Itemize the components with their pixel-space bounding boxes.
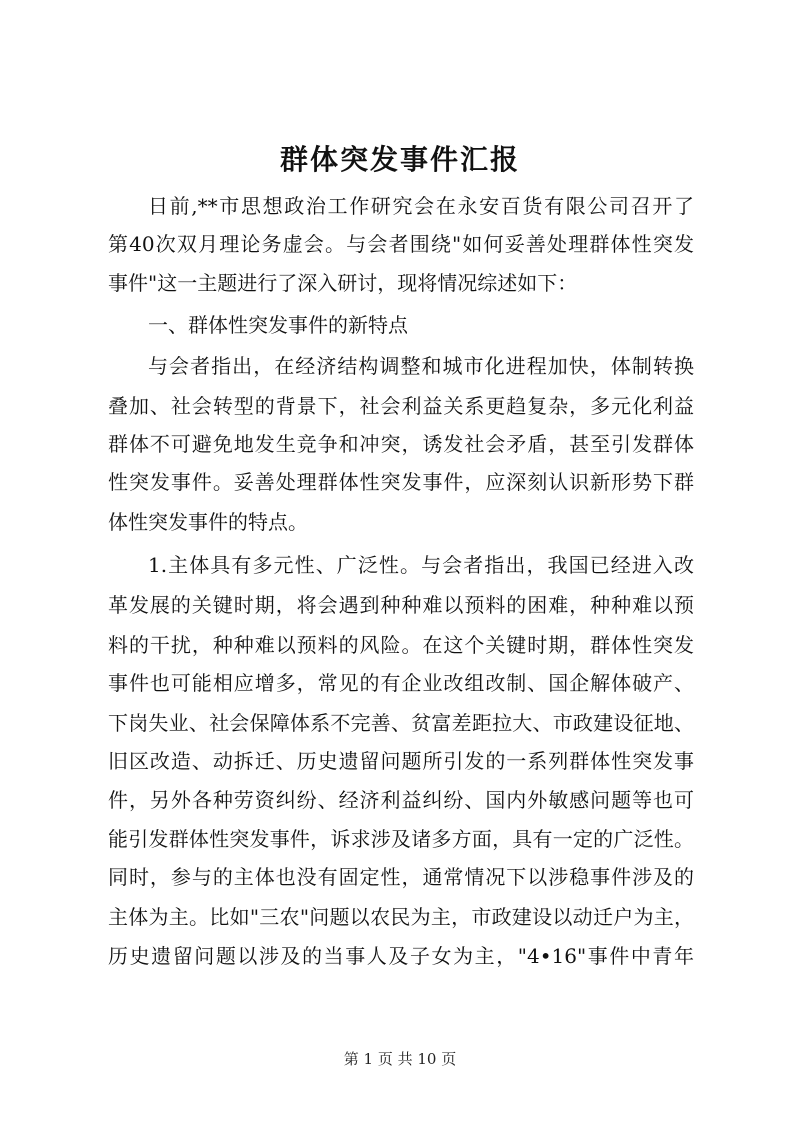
section-heading: 一、群体性突发事件的新特点: [148, 313, 408, 337]
text-line: 旧区改造、动拆迁、历史遗留问题所引发的一系列群体性突发事: [108, 749, 694, 773]
text-line: 主体为主。比如"三农"问题以农民为主，市政建设以动迁户为主，: [108, 905, 694, 929]
text-line: 革发展的关键时期，将会遇到种种难以预料的困难，种种难以预: [108, 593, 694, 617]
text-line: 第40次双月理论务虚会。与会者围绕"如何妥善处理群体性突发: [108, 232, 694, 256]
text-line: 件，另外各种劳资纠纷、经济利益纠纷、国内外敏感问题等也可: [108, 788, 694, 812]
text-line: 1.主体具有多元性、广泛性。与会者指出，我国已经进入改: [148, 553, 694, 577]
text-line: 能引发群体性突发事件，诉求涉及诸多方面，具有一定的广泛性。: [108, 827, 694, 851]
text-line: 事件"这一主题进行了深入研讨，现将情况综述如下：: [108, 271, 578, 295]
page-footer: 第 1 页 共 10 页: [343, 1050, 457, 1068]
text-line: 群体不可避免地发生竞争和冲突，诱发社会矛盾，甚至引发群体: [108, 432, 694, 456]
text-line: 性突发事件。妥善处理群体性突发事件，应深刻认识新形势下群: [108, 470, 694, 494]
text-line: 料的干扰，种种难以预料的风险。在这个关键时期，群体性突发: [108, 633, 694, 657]
text-line: 日前,**市思想政治工作研究会在永安百货有限公司召开了: [148, 194, 694, 218]
text-line: 叠加、社会转型的背景下，社会利益关系更趋复杂，多元化利益: [108, 394, 694, 418]
text-line: 体性突发事件的特点。: [108, 510, 308, 534]
document-title: 群体突发事件汇报: [279, 143, 520, 176]
text-line: 历史遗留问题以涉及的当事人及子女为主，"4•16"事件中青年: [108, 944, 694, 968]
text-line: 事件也可能相应增多，常见的有企业改组改制、国企解体破产、: [108, 671, 694, 695]
text-line: 下岗失业、社会保障体系不完善、贫富差距拉大、市政建设征地、: [108, 711, 694, 735]
text-line: 与会者指出，在经济结构调整和城市化进程加快，体制转换: [148, 354, 694, 378]
text-line: 同时，参与的主体也没有固定性，通常情况下以涉稳事件涉及的: [108, 865, 694, 889]
